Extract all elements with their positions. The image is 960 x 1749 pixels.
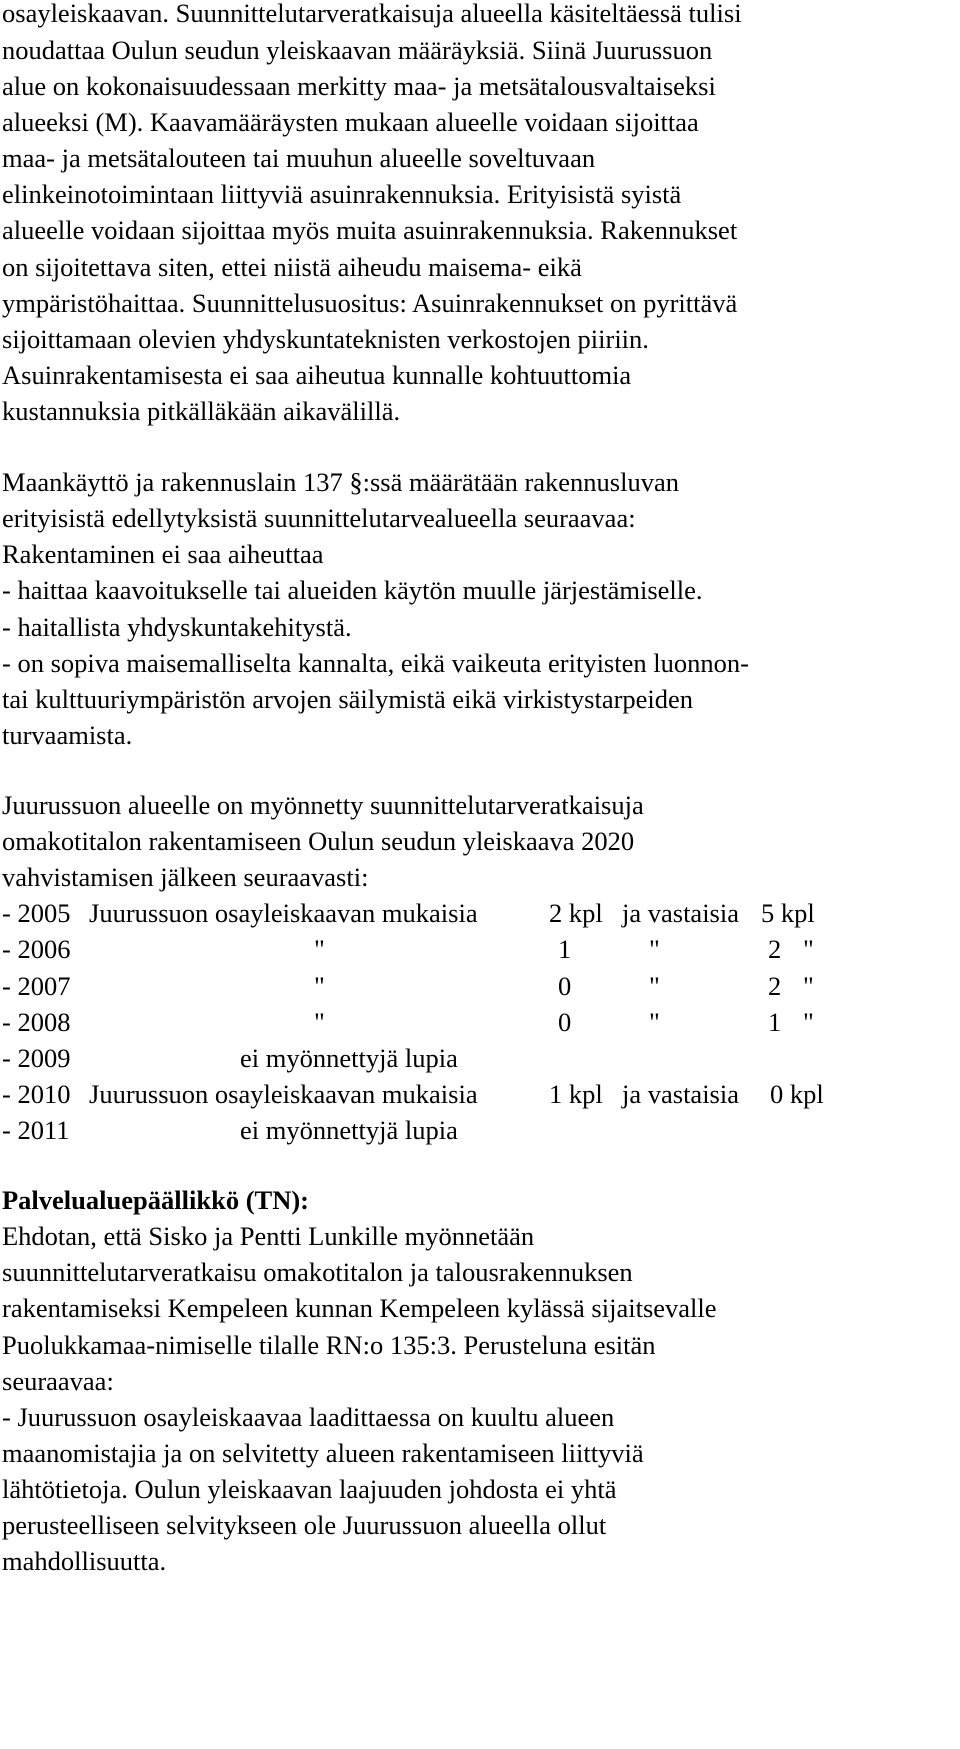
permit-count-compliant: 2 kpl: [549, 898, 603, 928]
ditto-mark: ": [649, 934, 660, 964]
permit-count-compliant: 1 kpl: [549, 1079, 603, 1109]
ditto-mark: ": [314, 934, 325, 964]
text-line: Rakentaminen ei saa aiheuttaa: [2, 539, 324, 569]
permit-mid: ja vastaisia: [622, 898, 739, 928]
text-line: omakotitalon rakentamiseen Oulun seudun yleiskaava 2020: [2, 826, 635, 856]
permit-year: - 2009: [2, 1043, 71, 1073]
text-line: suunnittelutarveratkaisu omakotitalon ja talousrakennuksen: [2, 1257, 633, 1287]
text-line: erityisistä edellytyksistä suunnittelutarvealueella seuraavaa:: [2, 503, 636, 533]
section-heading: Palvelualuepäällikkö (TN):: [2, 1185, 309, 1215]
permit-mid: ja vastaisia: [622, 1079, 739, 1109]
text-line: - on sopiva maisemalliselta kannalta, eikä vaikeuta erityisten luonnon-: [2, 648, 749, 678]
text-line: Ehdotan, että Sisko ja Pentti Lunkille myönnetään: [2, 1221, 535, 1251]
text-line: lähtötietoja. Oulun yleiskaavan laajuuden johdosta ei yhtä: [2, 1474, 617, 1504]
text-line: maanomistajia ja on selvitetty alueen rakentamiseen liittyviä: [2, 1438, 644, 1468]
ditto-mark: ": [649, 971, 660, 1001]
ditto-mark: ": [314, 971, 325, 1001]
permit-count-compliant: 0: [558, 1007, 572, 1037]
permit-count-contrary: 0 kpl: [770, 1079, 824, 1109]
text-line: Maankäyttö ja rakennuslain 137 §:ssä määrätään rakennusluvan: [2, 467, 679, 497]
text-line: vahvistamisen jälkeen seuraavasti:: [2, 862, 369, 892]
text-line: - Juurussuon osayleiskaavaa laadittaessa on kuultu alueen: [2, 1402, 615, 1432]
text-line: tai kulttuuriympäristön arvojen säilymistä eikä virkistystarpeiden: [2, 684, 694, 714]
permit-count-contrary: 2: [768, 934, 782, 964]
text-line: alueelle voidaan sijoittaa myös muita asuinrakennuksia. Rakennukset: [2, 215, 738, 245]
text-line: sijoittamaan olevien yhdyskuntateknisten verkostojen piiriin.: [2, 324, 649, 354]
ditto-mark: ": [803, 1007, 814, 1037]
permit-year: - 2005: [2, 898, 71, 928]
text-line: perusteelliseen selvitykseen ole Juurussuon alueella ollut: [2, 1510, 607, 1540]
ditto-mark: ": [803, 971, 814, 1001]
text-line: alueeksi (M). Kaavamääräysten mukaan alueelle voidaan sijoittaa: [2, 107, 699, 137]
permit-year: - 2007: [2, 971, 71, 1001]
text-line: turvaamista.: [2, 720, 133, 750]
text-line: maa- ja metsätalouteen tai muuhun alueelle soveltuvaan: [2, 143, 596, 173]
permit-desc: Juurussuon osayleiskaavan mukaisia: [89, 898, 478, 928]
ditto-mark: ": [649, 1007, 660, 1037]
permit-count-contrary: 1: [768, 1007, 782, 1037]
permit-count-compliant: 0: [558, 971, 572, 1001]
text-line: Juurussuon alueelle on myönnetty suunnittelutarveratkaisuja: [2, 790, 644, 820]
ditto-mark: ": [314, 1007, 325, 1037]
text-line: kustannuksia pitkälläkään aikavälillä.: [2, 396, 401, 426]
permit-year: - 2011: [2, 1115, 70, 1145]
permit-note: ei myönnettyjä lupia: [240, 1043, 458, 1073]
text-line: osayleiskaavan. Suunnittelutarveratkaisuja alueella käsiteltäessä tulisi: [2, 0, 742, 28]
ditto-mark: ": [803, 934, 814, 964]
text-line: Asuinrakentamisesta ei saa aiheutua kunnalle kohtuuttomia: [2, 360, 632, 390]
permit-count-compliant: 1: [558, 934, 572, 964]
text-line: elinkeinotoimintaan liittyviä asuinrakennuksia. Erityisistä syistä: [2, 179, 682, 209]
text-line: noudattaa Oulun seudun yleiskaavan määräyksiä. Siinä Juurussuon: [2, 35, 713, 65]
permit-year: - 2006: [2, 934, 71, 964]
text-line: rakentamiseksi Kempeleen kunnan Kempeleen kylässä sijaitsevalle: [2, 1293, 717, 1323]
text-line: - haittaa kaavoitukselle tai alueiden käytön muulle järjestämiselle.: [2, 575, 703, 605]
text-line: seuraavaa:: [2, 1366, 114, 1396]
text-line: on sijoitettava siten, ettei niistä aiheudu maisema- eikä: [2, 252, 582, 282]
permit-count-contrary: 5 kpl: [761, 898, 815, 928]
permit-count-contrary: 2: [768, 971, 782, 1001]
text-line: Puolukkamaa-nimiselle tilalle RN:o 135:3. Perusteluna esitän: [2, 1330, 656, 1360]
text-line: mahdollisuutta.: [2, 1546, 167, 1576]
permit-year: - 2010: [2, 1079, 71, 1109]
permit-year: - 2008: [2, 1007, 71, 1037]
permit-desc: Juurussuon osayleiskaavan mukaisia: [89, 1079, 478, 1109]
text-line: ympäristöhaittaa. Suunnittelusuositus: Asuinrakennukset on pyrittävä: [2, 288, 738, 318]
text-line: alue on kokonaisuudessaan merkitty maa- ja metsätalousvaltaiseksi: [2, 71, 716, 101]
text-line: - haitallista yhdyskuntakehitystä.: [2, 612, 352, 642]
permit-note: ei myönnettyjä lupia: [240, 1115, 458, 1145]
